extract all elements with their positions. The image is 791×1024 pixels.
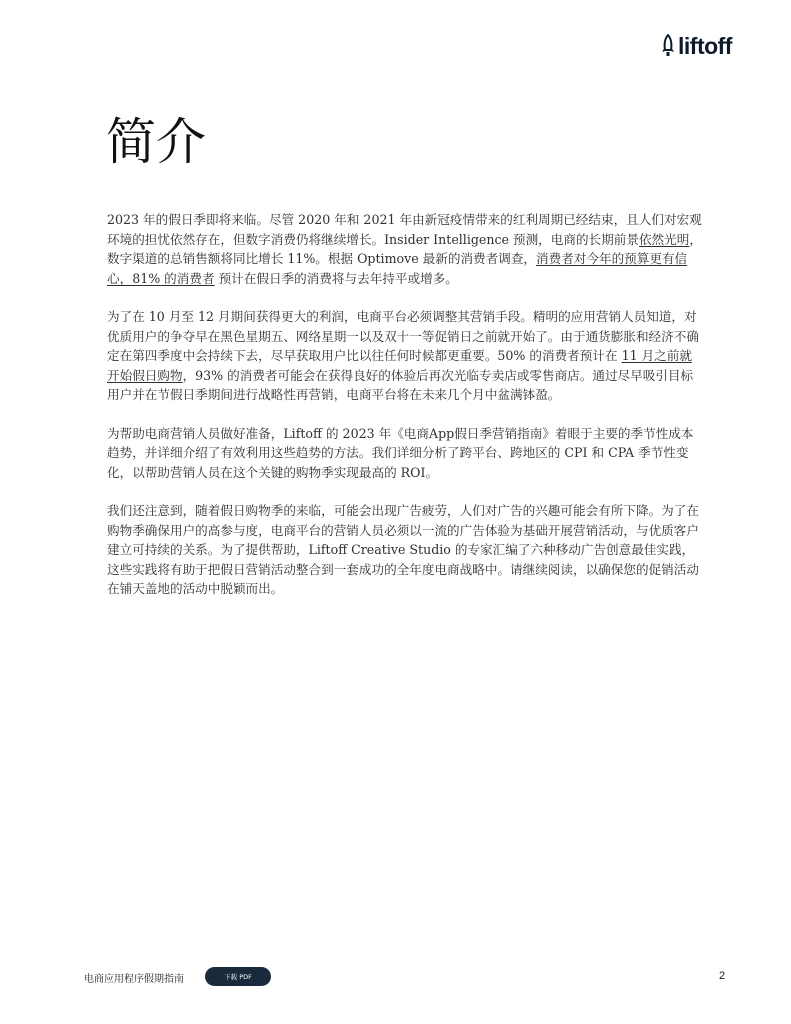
- body-paragraph: [107, 424, 703, 483]
- page-title: 简介: [106, 113, 206, 171]
- liftoff-logo: [660, 30, 732, 62]
- page-number: 2: [719, 970, 726, 982]
- paragraph-text: 2023 年的假日季即将来临。尽管 2020 年和 2021 年由新冠疫情带来的红利周期已经结束，且人们对宏观环境的担忧依然存在，但数字消费仍将继续增长。Insider Intelligence 预测，电商的长期前景: [107, 212, 702, 247]
- paragraph-text: ，数字渠道的总销售额将同比增长 11%。根据 Optimove 最新的消费者调查，: [107, 231, 702, 266]
- paragraph-text: ，93% 的消费者可能会在获得良好的体验后再次光临专卖店或零售商店。通过尽早吸引目标用户并在节假日季期间进行战略性再营销，电商平台将在未来几个月中盆满钵盈。: [107, 367, 694, 402]
- rocket-icon: [660, 34, 676, 58]
- body-content: [107, 210, 703, 618]
- body-paragraph: [107, 210, 703, 288]
- paragraph-text: 为帮助电商营销人员做好准备，Liftoff 的 2023 年《电商App假日季营销指南》着眼于主要的季节性成本趋势，并详细介绍了有效利用这些趋势的方法。我们详细分析了跨平台、跨地区的 CPI 和 CPA 季节性变化，以帮助营销人员在这个关键的购物季实现最高的 ROI。: [107, 425, 694, 480]
- inline-link[interactable]: 依然光明: [638, 231, 690, 247]
- download-pdf-button[interactable]: 下载 PDF: [205, 967, 271, 986]
- paragraph-text: 预计在假日季的消费将与去年持平或增多。: [214, 270, 458, 286]
- brand-name: liftoff: [678, 32, 732, 59]
- inline-link[interactable]: 消费者对今年的预算更有信心，81% 的消费者: [107, 251, 688, 286]
- body-paragraph: [107, 501, 703, 599]
- body-paragraph: [107, 307, 703, 405]
- footer-document-title: 电商应用程序假期指南: [84, 974, 184, 985]
- paragraph-text: 为了在 10 月至 12 月期间获得更大的利润，电商平台必须调整其营销手段。精明的应用营销人员知道，对优质用户的争夺早在黑色星期五、网络星期一以及双十一等促销日之前就开始了。由于通货膨胀和经济不确定在第四季度中会持续下去，尽早获取用户比以往任何时候都更重要。50% 的消费者预计在: [107, 309, 699, 363]
- inline-link[interactable]: 11 月之前就开始假日购物: [107, 348, 692, 383]
- paragraph-text: 我们还注意到，随着假日购物季的来临，可能会出现广告疲劳，人们对广告的兴趣可能会有所下降。为了在购物季确保用户的高参与度，电商平台的营销人员必须以一流的广告体验为基础开展营销活动，与优质客户建立可持续的关系。为了提供帮助，Liftoff Creative Studio 的专家汇编了六种移动广告创意最佳实践，这些实践将有助于把假日营销活动整合到一套成功的全年度电商战略中。请继续阅读，以确保您的促销活动在铺天盖地的活动中脱颖而出。: [107, 503, 699, 596]
